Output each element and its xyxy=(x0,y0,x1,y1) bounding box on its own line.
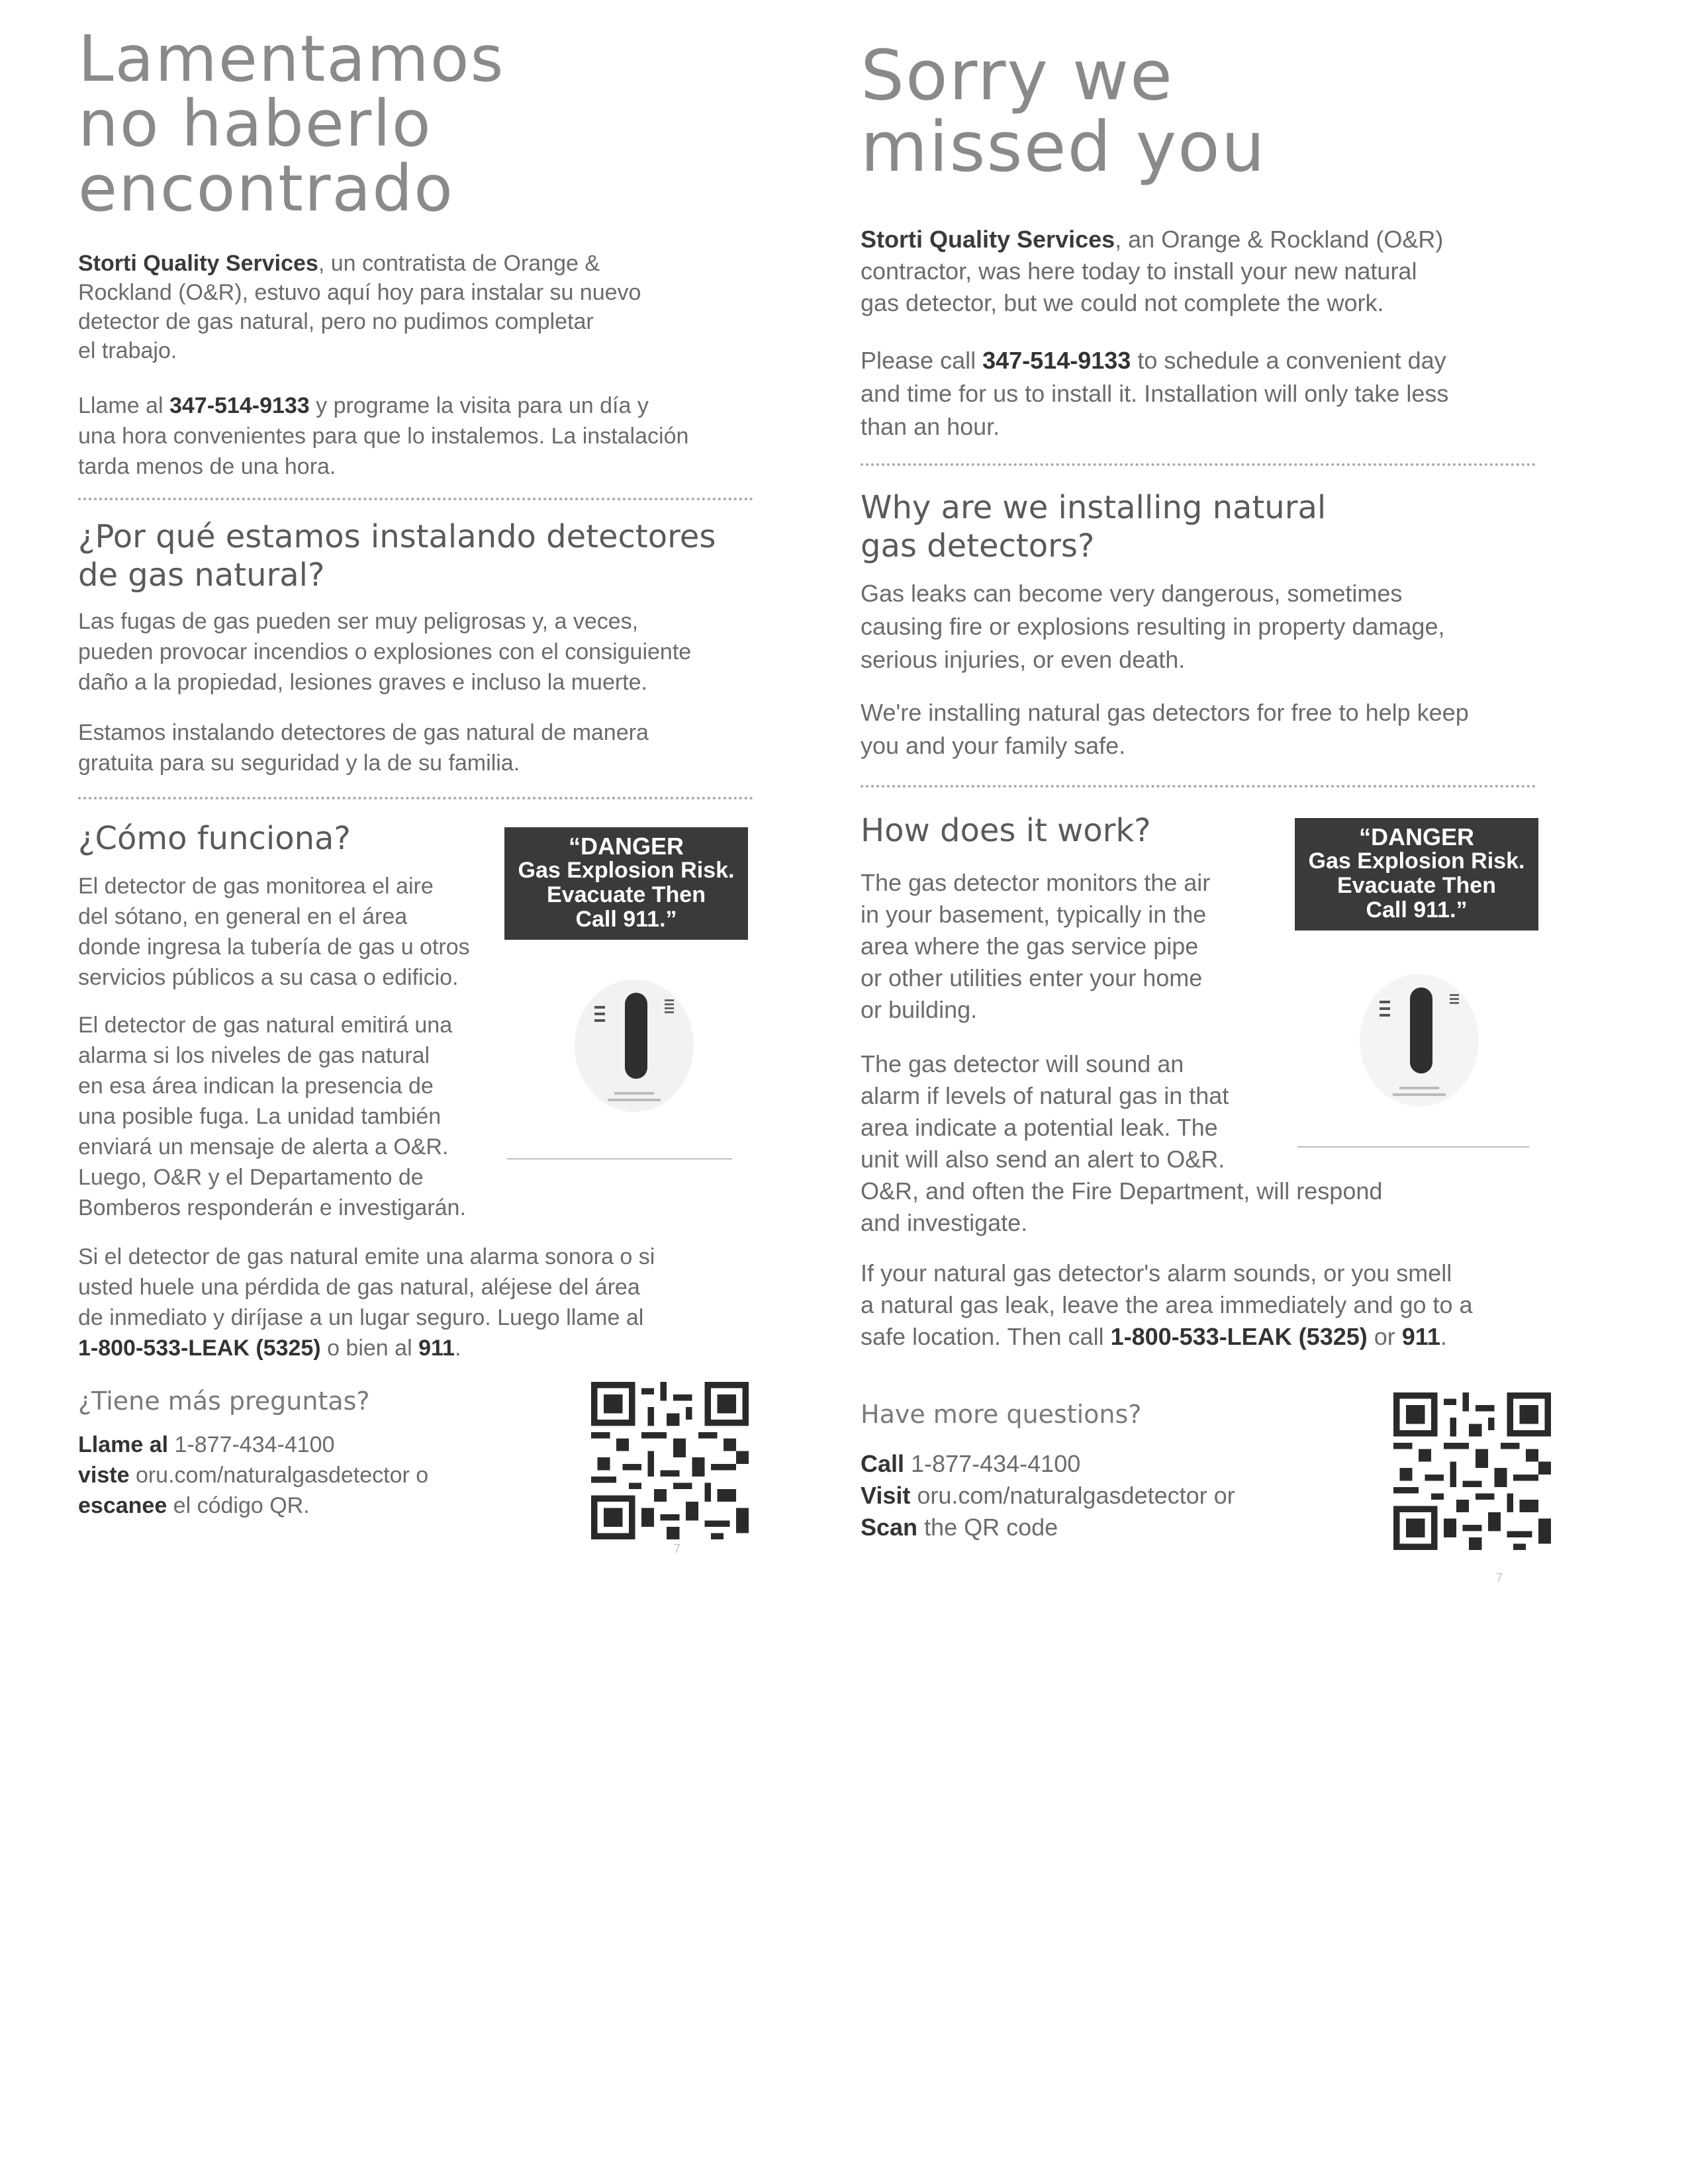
divider xyxy=(78,498,753,500)
emergency-number: 911 xyxy=(1401,1323,1440,1350)
danger-badge: “DANGER Gas Explosion Risk. Evacuate Then Call 911.” xyxy=(504,827,748,940)
questions-heading: ¿Tiene más preguntas? xyxy=(78,1387,370,1416)
support-phone: 1-877-434-4100 xyxy=(904,1450,1081,1477)
how-heading: ¿Cómo funciona? xyxy=(78,820,351,857)
qr-code-icon[interactable] xyxy=(1390,1392,1554,1550)
gas-detector-image xyxy=(568,966,700,1125)
spanish-title: Lamentamos no haberlo encontrado xyxy=(78,22,505,226)
why-heading-line2: de gas natural? xyxy=(78,557,325,594)
qr-code-icon[interactable] xyxy=(588,1382,752,1539)
leak-phone: 1-800-533-LEAK (5325) xyxy=(1110,1323,1368,1350)
form-code: 7 xyxy=(1496,1571,1503,1584)
questions-heading: Have more questions? xyxy=(861,1400,1142,1429)
divider xyxy=(861,463,1536,466)
company-name: Storti Quality Services xyxy=(861,226,1115,253)
divider xyxy=(78,797,753,799)
danger-badge: “DANGER Gas Explosion Risk. Evacuate Then Call 911.” xyxy=(1295,818,1538,931)
gas-detector-image xyxy=(1353,961,1485,1120)
schedule-phone: 347-514-9133 xyxy=(982,347,1131,374)
leak-phone: 1-800-533-LEAK (5325) xyxy=(78,1336,321,1361)
support-phone: 1-877-434-4100 xyxy=(168,1432,335,1457)
emergency-number: 911 xyxy=(418,1336,455,1361)
divider xyxy=(861,785,1536,788)
why-heading-line1: ¿Por qué estamos instalando detectores xyxy=(78,518,716,555)
schedule-phone: 347-514-9133 xyxy=(169,393,310,418)
image-caption-rule xyxy=(1297,1146,1529,1148)
support-url: oru.com/naturalgasdetector o xyxy=(129,1463,429,1488)
form-code: 7 xyxy=(674,1542,681,1555)
why-heading-line2: gas detectors? xyxy=(861,527,1095,565)
why-heading-line1: Why are we installing natural xyxy=(861,489,1327,526)
support-url: oru.com/naturalgasdetector or xyxy=(910,1482,1235,1509)
image-caption-rule xyxy=(507,1158,732,1160)
english-title: Sorry we missed you xyxy=(861,35,1266,187)
company-name: Storti Quality Services xyxy=(78,251,318,276)
how-heading: How does it work? xyxy=(861,812,1151,849)
